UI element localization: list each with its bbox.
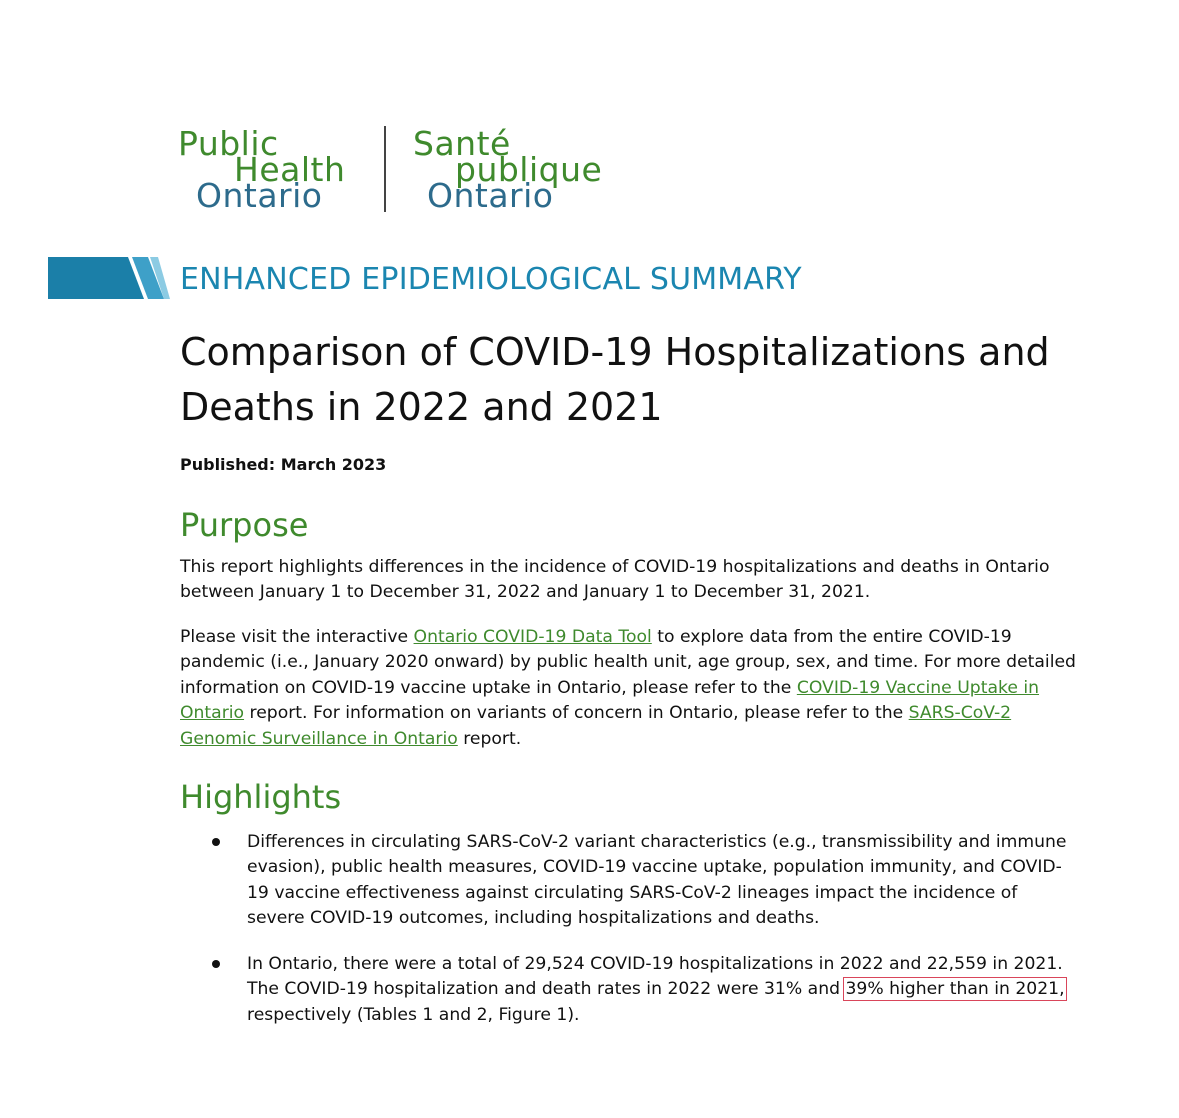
purpose-paragraph-1: This report highlights differences in the incidence of COVID-19 hospitalizations and deaths in Ontario between January 1 to December 31, 2022 and January 1 to December 31, 2021.: [180, 557, 1050, 603]
purpose-heading: Purpose: [180, 506, 309, 544]
bullet-icon: [212, 838, 220, 846]
document-type-label: ENHANCED EPIDEMIOLOGICAL SUMMARY: [180, 262, 802, 297]
highlights-heading: Highlights: [180, 778, 342, 816]
logo-en-line2: Health: [234, 150, 346, 189]
highlight-2-text-after-box: respectively (Tables 1 and 2, Figure 1).: [247, 1004, 580, 1025]
logo-fr-line2: publique: [455, 150, 603, 189]
logo-fr-line3: Ontario: [427, 176, 554, 215]
logo-en-line1: Public: [178, 124, 279, 163]
highlight-2-line-1: In Ontario, there were a total of 29,524 COVID-19 hospitalizations in 2022 and 22,559 in 2021.: [247, 954, 1063, 974]
purpose-p2-text-c: report. For information on variants of concern in Ontario, please refer to the: [244, 703, 909, 724]
purpose-paragraph-2: [180, 625, 1080, 752]
purpose-p2-text-a: Please visit the interactive: [180, 627, 414, 647]
bullet-icon: [212, 960, 220, 968]
logo-en-line3: Ontario: [196, 176, 323, 215]
logo-divider: [384, 126, 386, 212]
genomic-surveillance-link[interactable]: SARS-CoV-2 Genomic Surveillance in Ontario: [180, 703, 1012, 749]
highlight-item-1: Differences in circulating SARS-CoV-2 variant characteristics (e.g., transmissibility and immune evasion), public health measures, COVID-19 vaccine uptake, population immunity, and COVID-19 vaccine effectiveness against circulating SARS-CoV-2 lineages impact the incidence of severe COVID-19 outcomes, including hospitalizations and deaths.: [247, 832, 1067, 929]
vaccine-uptake-link[interactable]: COVID-19 Vaccine Uptake in Ontario: [180, 677, 1040, 724]
ontario-data-tool-link[interactable]: Ontario COVID-19 Data Tool: [413, 627, 652, 647]
published-date: Published: March 2023: [180, 455, 387, 474]
page-title: Comparison of COVID-19 Hospitalizations and Deaths in 2022 and 2021: [180, 330, 1050, 429]
highlighted-rate-annotation: 39% higher than in 2021,: [845, 979, 1065, 1000]
highlight-2-text-before-box: The COVID-19 hospitalization and death rates in 2022 were 31% and: [247, 979, 846, 1000]
highlight-item-2: [247, 952, 1077, 1028]
purpose-p2-text-b: to explore data from the entire COVID-19 pandemic (i.e., January 2020 onward) by public health unit, age group, sex, and time. For more detailed information on COVID-19 vaccine uptake in Ontario, please refer to the: [180, 627, 1076, 698]
section-banner-graphic: [48, 257, 170, 299]
purpose-p2-text-d: report.: [457, 728, 522, 749]
logo-fr-line1: Santé: [413, 124, 511, 163]
